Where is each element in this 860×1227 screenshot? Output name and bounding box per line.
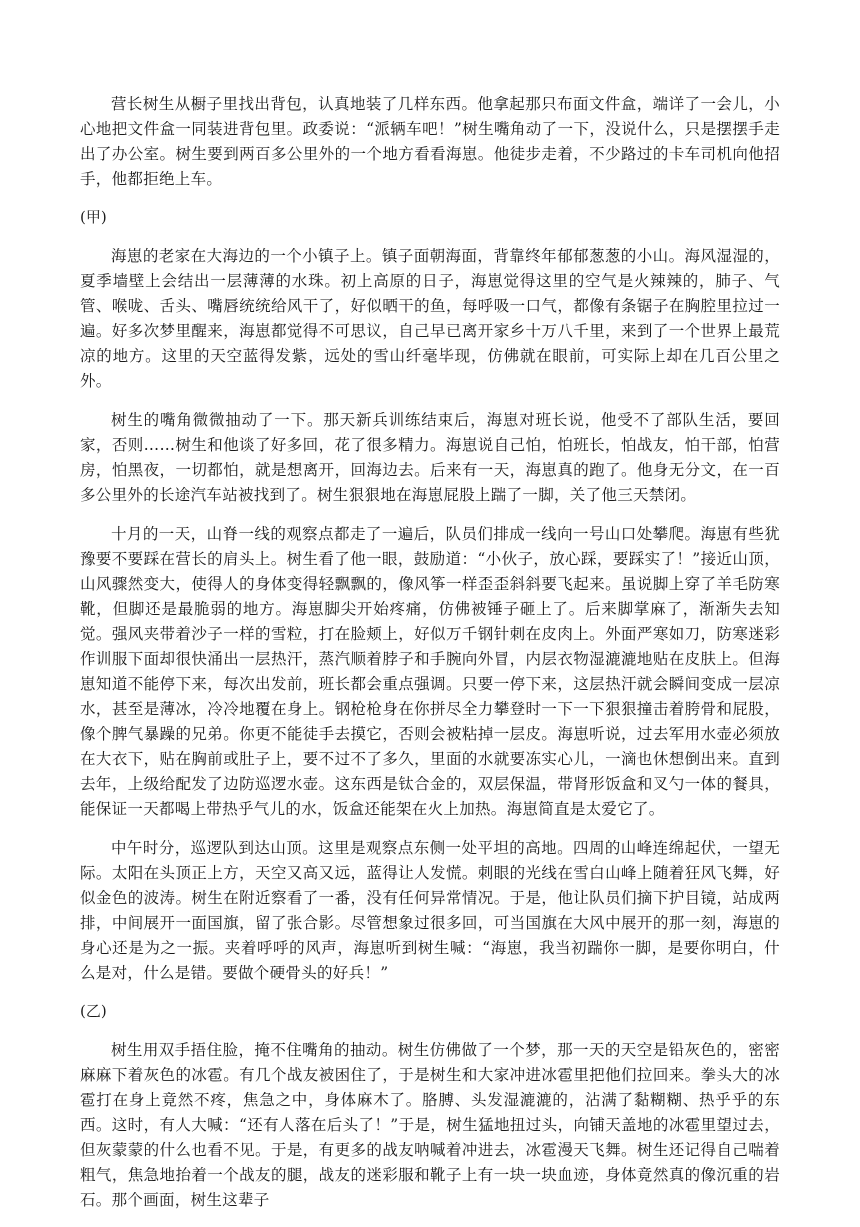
section-b-paragraph-1: 树生用双手捂住脸，掩不住嘴角的抽动。树生仿佛做了一个梦，那一天的天空是铅灰色的，密密麻麻下着灰色的冰雹。有几个战友被困住了，于是树生和大家冲进冰雹里把他们拉回来。拳头大的冰雹打在身上竟然不疼，焦急之中，身体麻木了。胳膊、头发湿漉漉的，沾满了黏糊糊、热乎乎的东西。这时，有人大喊：“还有人落在后头了！”于是，树生猛地扭过头，向铺天盖地的冰雹里望过去，但灰蒙蒙的什么也看不见。于是，有更多的战友呐喊着冲进去，冰雹漫天飞舞。树生还记得自己喘着粗气，焦急地抬着一个战友的腿，战友的迷彩服和靴子上有一块一块血迹，身体竟然真的像沉重的岩石。那个画面，树生这辈子 <box>80 1041 780 1209</box>
section-a-label: (甲) <box>80 208 107 226</box>
section-a-paragraph-3: 十月的一天，山脊一线的观察点都走了一遍后，队员们排成一线向一号山口处攀爬。海崽有些犹豫要不要踩在营长的肩头上。树生看了他一眼，鼓励道：“小伙子，放心踩，要踩实了！”接近山顶，山风骤然变大，使得人的身体变得轻飘飘的，像风筝一样歪歪斜斜要飞起来。虽说脚上穿了羊毛防寒靴，但脚还是最脆弱的地方。海崽脚尖开始疼痛，仿佛被锤子砸上了。后来脚掌麻了，渐渐失去知觉。强风夹带着沙子一样的雪粒，打在脸颊上，好似万千钢针刺在皮肉上。外面严寒如刀，防寒迷彩作训服下面却很快涌出一层热汗，蒸汽顺着脖子和手腕向外冒，内层衣物湿漉漉地贴在皮肤上。但海崽知道不能停下来，每次出发前，班长都会重点强调。只要一停下来，这层热汗就会瞬间变成一层凉水，甚至是薄冰，冷冷地覆在身上。钢枪枪身在你拼尽全力攀登时一下一下狠狠撞击着胯骨和屁股，像个脾气暴躁的兄弟。你更不能徒手去摸它，否则会被粘掉一层皮。海崽听说，过去军用水壶必须放在大衣下，贴在胸前或肚子上，要不过不了多久，里面的水就要冻实心儿，一滴也休想倒出来。直到去年，上级给配发了边防巡逻水壶。这东西是钛合金的，双层保温，带肾形饭盒和叉勺一体的餐具，能保证一天都喝上带热乎气儿的水，饭盒还能架在火上加热。海崽简直是太爱它了。 <box>80 525 780 818</box>
section-a-paragraph-1: 海崽的老家在大海边的一个小镇子上。镇子面朝海面，背靠终年郁郁葱葱的小山。海风湿湿的，夏季墙壁上会结出一层薄薄的水珠。初上高原的日子，海崽觉得这里的空气是火辣辣的，肺子、气管、喉咙、舌头、嘴唇统统给风干了，好似晒干的鱼，每呼吸一口气，都像有条锯子在胸腔里拉过一遍。好多次梦里醒来，海崽都觉得不可思议，自己早已离开家乡十万八千里，来到了一个世界上最荒凉的地方。这里的天空蓝得发紫，远处的雪山纤毫毕现，仿佛就在眼前，可实际上却在几百公里之外。 <box>80 247 780 390</box>
section-a-paragraph-2: 树生的嘴角微微抽动了一下。那天新兵训练结束后，海崽对班长说，他受不了部队生活，要回家，否则……树生和他谈了好多回，花了很多精力。海崽说自己怕，怕班长，怕战友，怕干部，怕营房，怕黑夜，一切都怕，就是想离开，回海边去。后来有一天，海崽真的跑了。他身无分文，在一百多公里外的长途汽车站被找到了。树生狠狠地在海崽屁股上踹了一脚，关了他三天禁闭。 <box>80 411 780 504</box>
section-a-paragraph-4: 中午时分，巡逻队到达山顶。这里是观察点东侧一处平坦的高地。四周的山峰连绵起伏，一望无际。太阳在头顶正上方，天空又高又远，蓝得让人发慌。刺眼的光线在雪白山峰上随着狂风飞舞，好似金色的波涛。树生在附近察看了一番，没有任何异常情况。于是，他让队员们摘下护目镜，站成两排，中间展开一面国旗，留了张合影。尽管想象过很多回，可当国旗在大风中展开的那一刻，海崽的身心还是为之一振。夹着呼呼的风声，海崽听到树生喊：“海崽，我当初踹你一脚，是要你明白，什么是对，什么是错。要做个硬骨头的好兵！” <box>80 839 780 982</box>
section-b-label: (乙) <box>80 1002 107 1020</box>
document-body <box>80 92 780 1227</box>
intro-paragraph: 营长树生从橱子里找出背包，认真地装了几样东西。他拿起那只布面文件盒，端详了一会儿，小心地把文件盒一同装进背包里。政委说：“派辆车吧！”树生嘴角动了一下，没说什么，只是摆摆手走出了办公室。树生要到两百多公里外的一个地方看看海崽。他徒步走着，不少路过的卡车司机向他招手，他都拒绝上车。 <box>80 95 780 188</box>
